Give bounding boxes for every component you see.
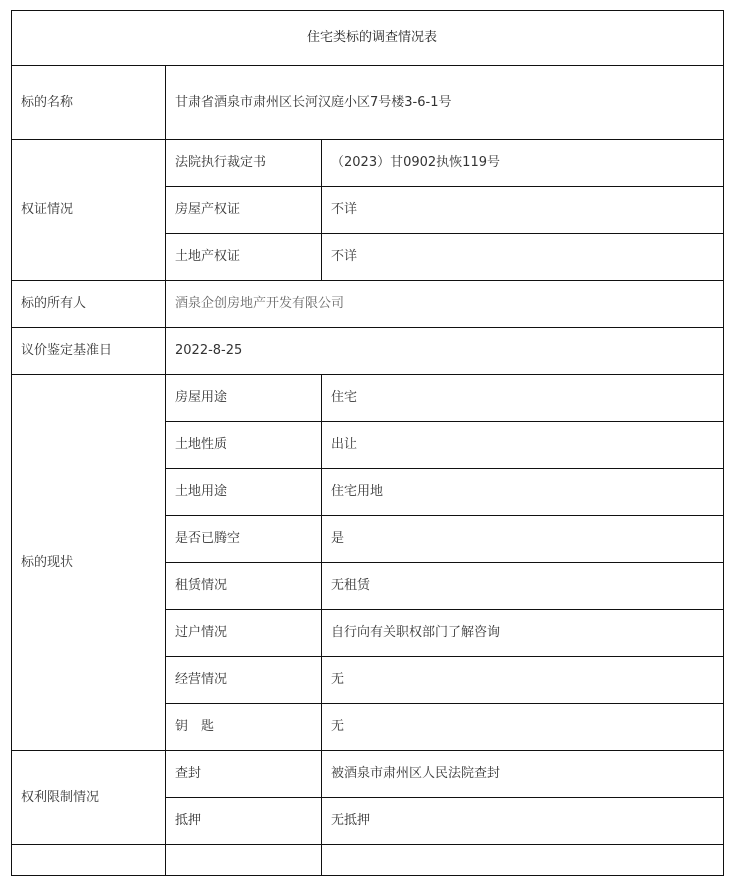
certificate-value: 不详 <box>322 234 724 281</box>
status-key: 钥 匙 <box>166 704 322 751</box>
restriction-key: 抵押 <box>166 798 322 845</box>
empty-cell <box>166 845 322 876</box>
subject-name-label: 标的名称 <box>12 66 166 140</box>
status-value: 无 <box>322 704 724 751</box>
restriction-value: 无抵押 <box>322 798 724 845</box>
subject-name-value: 甘肃省酒泉市肃州区长河汉庭小区7号楼3-6-1号 <box>166 66 724 140</box>
status-label: 标的现状 <box>12 375 166 751</box>
status-value: 无租赁 <box>322 563 724 610</box>
certificate-key: 土地产权证 <box>166 234 322 281</box>
status-key: 房屋用途 <box>166 375 322 422</box>
status-value: 是 <box>322 516 724 563</box>
restrictions-label: 权利限制情况 <box>12 751 166 845</box>
restriction-value: 被酒泉市肃州区人民法院查封 <box>322 751 724 798</box>
status-key: 过户情况 <box>166 610 322 657</box>
status-value: 住宅用地 <box>322 469 724 516</box>
valuation-date-value: 2022-8-25 <box>166 328 724 375</box>
restriction-key: 查封 <box>166 751 322 798</box>
status-key: 租赁情况 <box>166 563 322 610</box>
status-value: 出让 <box>322 422 724 469</box>
empty-cell <box>322 845 724 876</box>
status-key: 土地用途 <box>166 469 322 516</box>
certificate-value: （2023）甘0902执恢119号 <box>322 140 724 187</box>
certificate-value: 不详 <box>322 187 724 234</box>
investigation-table <box>11 10 724 876</box>
status-key: 土地性质 <box>166 422 322 469</box>
valuation-date-label: 议价鉴定基准日 <box>12 328 166 375</box>
empty-cell <box>12 845 166 876</box>
table-title: 住宅类标的调查情况表 <box>12 11 724 66</box>
certificate-key: 房屋产权证 <box>166 187 322 234</box>
certificates-label: 权证情况 <box>12 140 166 281</box>
status-value: 住宅 <box>322 375 724 422</box>
owner-label: 标的所有人 <box>12 281 166 328</box>
owner-value: 酒泉企创房地产开发有限公司 <box>166 281 724 328</box>
status-value: 自行向有关职权部门了解咨询 <box>322 610 724 657</box>
status-key: 是否已腾空 <box>166 516 322 563</box>
certificate-key: 法院执行裁定书 <box>166 140 322 187</box>
status-value: 无 <box>322 657 724 704</box>
status-key: 经营情况 <box>166 657 322 704</box>
